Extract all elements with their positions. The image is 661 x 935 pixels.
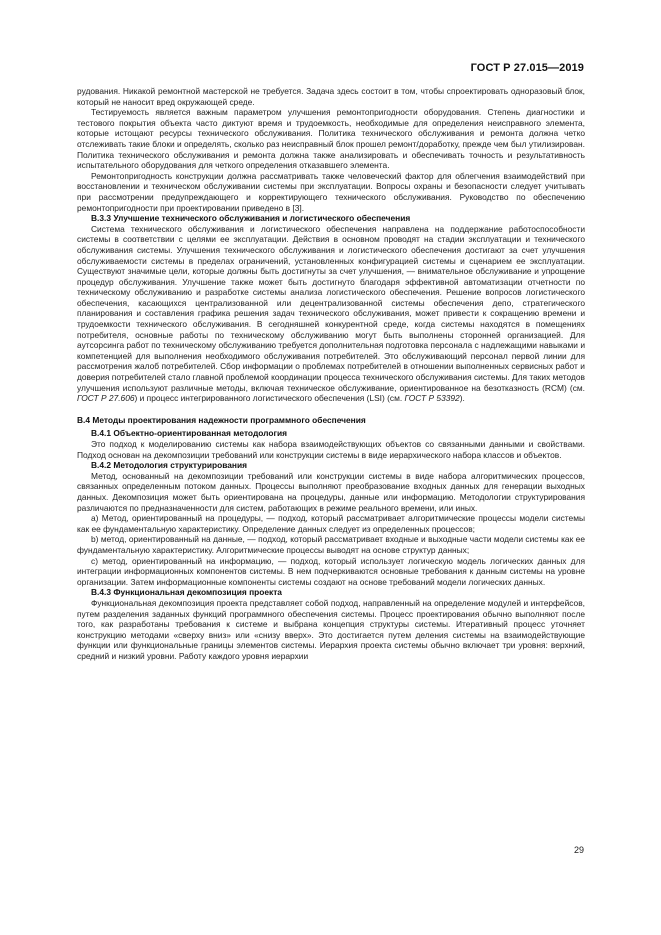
paragraph: Это подход к моделированию системы как набора взаимодействующих объектов со связанными данными и свойствами. Подход основан на декомпозиции требований или конструкции системы в виде иерархического набора классов и объектов. xyxy=(77,439,585,460)
document-body xyxy=(77,86,585,661)
section-heading-b33: В.3.3 Улучшение технического обслуживания и логистического обеспечения xyxy=(91,213,411,224)
paragraph xyxy=(77,224,585,404)
paragraph: рудования. Никакой ремонтной мастерской не требуется. Задача здесь состоит в том, чтобы спроектировать одноразовый блок, который не наносит вред окружающей среде. xyxy=(77,86,585,107)
page-number: 29 xyxy=(573,845,584,855)
list-item: с) метод, ориентированный на информацию, — подход, который использует логическую модель логических данных для интеграции информационных компонентов системы. В нем подчеркиваются основные требования к данным системы на уровне организации. Затем информационные компоненты системы создают на основе требований модели логических данных. xyxy=(77,555,585,587)
section-heading-b4: В.4 Методы проектирования надежности программного обеспечения xyxy=(77,414,366,425)
paragraph: Тестируемость является важным параметром улучшения ремонтопригодности оборудования. Степень диагностики и тестового покрытия объекта часто диктуют время и трудоемкость, необходимые для определения неисправного элемента, которые истощают ресурсы технического обслуживания. Политика технического обслуживания и ремонта должна четко отслеживать такие блоки и определять, сколько раз неисправный блок прошел ремонт/доработку, прежде чем был утилизирован. Политика технического обслуживания и ремонта должна также анализировать и обеспечивать точность и результативность испытательного оборудования для четкого определения отказавшего элемента. xyxy=(77,107,585,171)
paragraph: Ремонтопригодность конструкции должна рассматривать также человеческий фактор для облегчения взаимодействий при восстановлении и техническом обслуживании системы при эксплуатации. Вопросы охраны и безопасности следует учитывать при рассмотрении предупреждающего и корректирующего технического обслуживания. Руководство по обеспечению ремонтопригодности при проектировании приведено в [3]. xyxy=(77,170,585,213)
section-heading-b43: В.4.3 Функциональная декомпозиция проекта xyxy=(91,587,282,598)
paragraph-text: ). xyxy=(459,393,465,404)
paragraph: Метод, основанный на декомпозиции требований или конструкции системы в виде набора алгоритмических процессов, связанных определенным потоком данных. Процессы выполняют преобразование входных данных для генерации выходных данных. Декомпозиция может быть ориентирована на процедуры, данные или информацию. Методологии структурирования различаются по предназначенности для систем, работающих в режиме реального времени, или иных. xyxy=(77,470,585,513)
paragraph-text: ) и процесс интегрированного логистического обеспечения (LSI) (см. xyxy=(134,393,403,404)
paragraph-text: Система технического обслуживания и логистического обеспечения направлена на поддержание работоспособности системы в соответствии с целями ее эксплуатации. Действия в основном проводят на стадии эксплуатации и технического обслуживания системы. Улучшения технического обслуживания и логистического обеспечения достигают за счет улучшения обслуживаемости системы в пределах ограничений, установленных конфигурацией системы и сценарием ее эксплуатации. Существуют значимые цели, которые должны быть достигнуты за счет улучшения, — внимательное обслуживание и упрощение процедур обслуживания. Улучшение также может быть достигнуто благодаря эффективной автоматизации отчетности по техническому обслуживанию и разработке системы анализа логистического обеспечения. Решение вопросов логистического обеспечения, касающихся централизованной или децентрализованной системы обеспечения депо, стратегического планирования и составления графика решения задач технического обслуживания, может привести к сокращению времени и трудоемкости технического обслуживания. В сегодняшней конкурентной среде, когда системы находятся в помещениях потребителя, основные работы по техническому обслуживанию могут быть выполнены сторонней организацией. Для аутсорсинга работ по техническому обслуживанию требуется дополнительная подготовка персонала с надлежащими навыками и компетенцией для выполнения необходимого обслуживания потребителей. Это обслуживающий персонал первой линии для рассмотрения жалоб потребителей. Сбор информации о проблемах потребителей в отношении выполненных сервисных работ и доверия потребителей стало главной проблемой координации процесса технического обслуживания системы. Для таких методов улучшения используют различные методы, включая техническое обслуживание, ориентированное на безотказность (RCM) (см. xyxy=(77,223,585,393)
list-item: b) метод, ориентированный на данные, — подход, который рассматривает входные и выходные части модели системы как ее фундаментальную характеристику. Алгоритмические процессы выводят на основе структур данных; xyxy=(77,534,585,555)
section-heading-b42: В.4.2 Методология структурирования xyxy=(91,460,248,471)
paragraph: Функциональная декомпозиция проекта представляет собой подход, направленный на определение модулей и интерфейсов, путем разделения заданных функций программного обеспечения системы. Процесс проектирования обычно выполняют после того, как разработаны требования к системе и выбрана концепция структуры системы. Итеративный процесс уточняет конструкцию методами «сверху вниз» или «снизу вверх». Это достигается путем деления системы на взаимодействующие функции или функциональные границы элементов системы. Иерархия проекта системы обычно включает три уровня: верхний, средний и низкий уровни. Работу каждого уровня иерархии xyxy=(77,597,585,661)
document-code-header: ГОСТ Р 27.015—2019 xyxy=(470,62,584,74)
spacer xyxy=(77,404,585,409)
list-item: а) Метод, ориентированный на процедуры, — подход, который рассматривает алгоритмические процессы модели системы как ее фундаментальную характеристику. Определение данных следует из определенных процессов; xyxy=(77,513,585,534)
standard-reference: ГОСТ Р 53392 xyxy=(404,393,460,404)
section-heading-b41: В.4.1 Объектно-ориентированная методология xyxy=(91,428,288,439)
standard-reference: ГОСТ Р 27.606 xyxy=(77,393,135,404)
